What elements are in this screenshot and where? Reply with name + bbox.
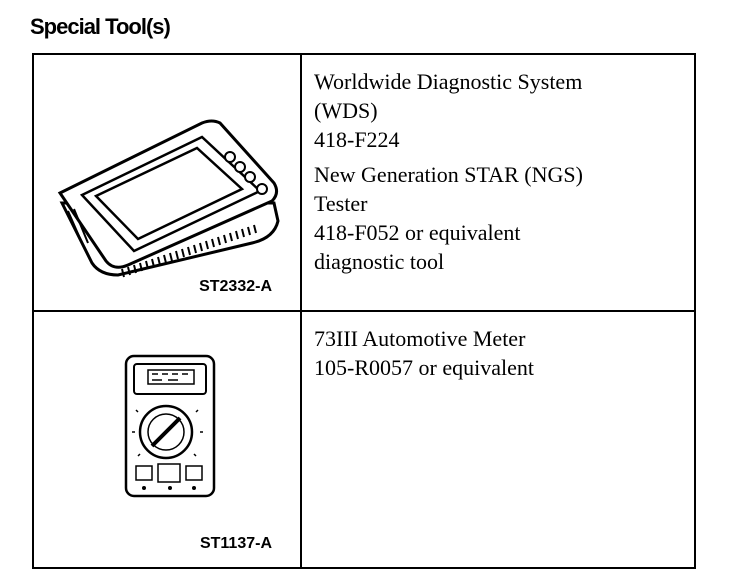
figure-code: ST2332-A (199, 278, 272, 295)
tool-row (34, 312, 694, 567)
tool-name-line: New Generation STAR (NGS) (314, 162, 583, 187)
tool-name-line: diagnostic tool (314, 249, 445, 274)
tool-row (34, 55, 694, 312)
tool-description (302, 312, 694, 567)
tool-name-line: Tester (314, 191, 368, 216)
multimeter-illustration (122, 352, 218, 502)
tool-name-line: Worldwide Diagnostic System (314, 69, 583, 94)
tool-description (302, 55, 694, 310)
tool-illustration-cell (34, 55, 302, 310)
figure-code: ST1137-A (199, 535, 272, 552)
special-tools-table (32, 53, 696, 569)
tool-number-line: 418-F052 or equivalent (314, 220, 521, 245)
tool-number-line: 418-F224 (314, 127, 400, 152)
tool-number-line: 105-R0057 or equivalent (314, 355, 534, 380)
tool-name-line: (WDS) (314, 98, 378, 123)
diagnostic-tablet-illustration (52, 93, 292, 283)
tool-illustration-cell (34, 312, 302, 567)
section-heading: Special Tool(s) (30, 14, 170, 39)
tool-name-line: 73III Automotive Meter (314, 326, 526, 351)
